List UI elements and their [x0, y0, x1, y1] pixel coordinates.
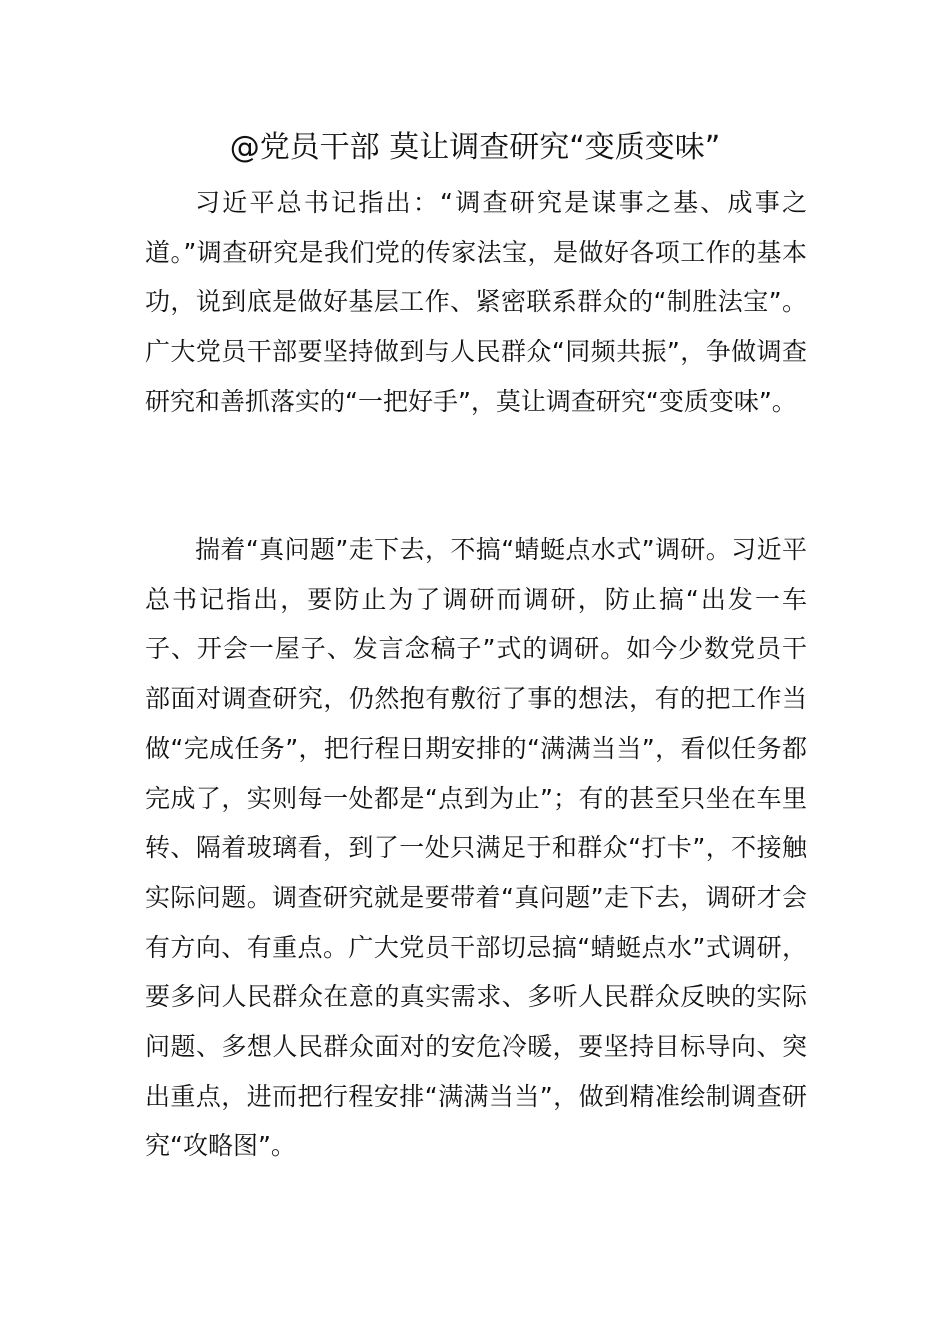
paragraph-2: 揣着“真问题”走下去，不搞“蜻蜓点水式”调研。习近平总书记指出，要防止为了调研而调研，防止搞“出发一车子、开会一屋子、发言念稿子”式的调研。如今少数党员干部面对调查研究，仍然抱有敷衍了事的想法，有的把工作当做“完成任务”，把行程日期安排的“满满当当”，看似任务都完成了，实则每一处都是“点到为止”；有的甚至只坐在车里转、隔着玻璃看，到了一处只满足于和群众“打卡”，不接触实际问题。调查研究就是要带着“真问题”走下去，调研才会有方向、有重点。广大党员干部切忌搞“蜻蜓点水”式调研，要多问人民群众在意的真实需求、多听人民群众反映的实际问题、多想人民群众面对的安危冷暖，要坚持目标导向、突出重点，进而把行程安排“满满当当”，做到精准绘制调查研究“攻略图”。 [145, 535, 807, 1161]
paragraph-1: 习近平总书记指出：“调查研究是谋事之基、成事之道。”调查研究是我们党的传家法宝，是做好各项工作的基本功，说到底是做好基层工作、紧密联系群众的“制胜法宝”。广大党员干部要坚持做到与人民群众“同频共振”，争做调查研究和善抓落实的“一把好手”，莫让调查研究“变质变味”。 [145, 188, 807, 416]
document-title: @党员干部 莫让调查研究“变质变味” [229, 130, 721, 165]
